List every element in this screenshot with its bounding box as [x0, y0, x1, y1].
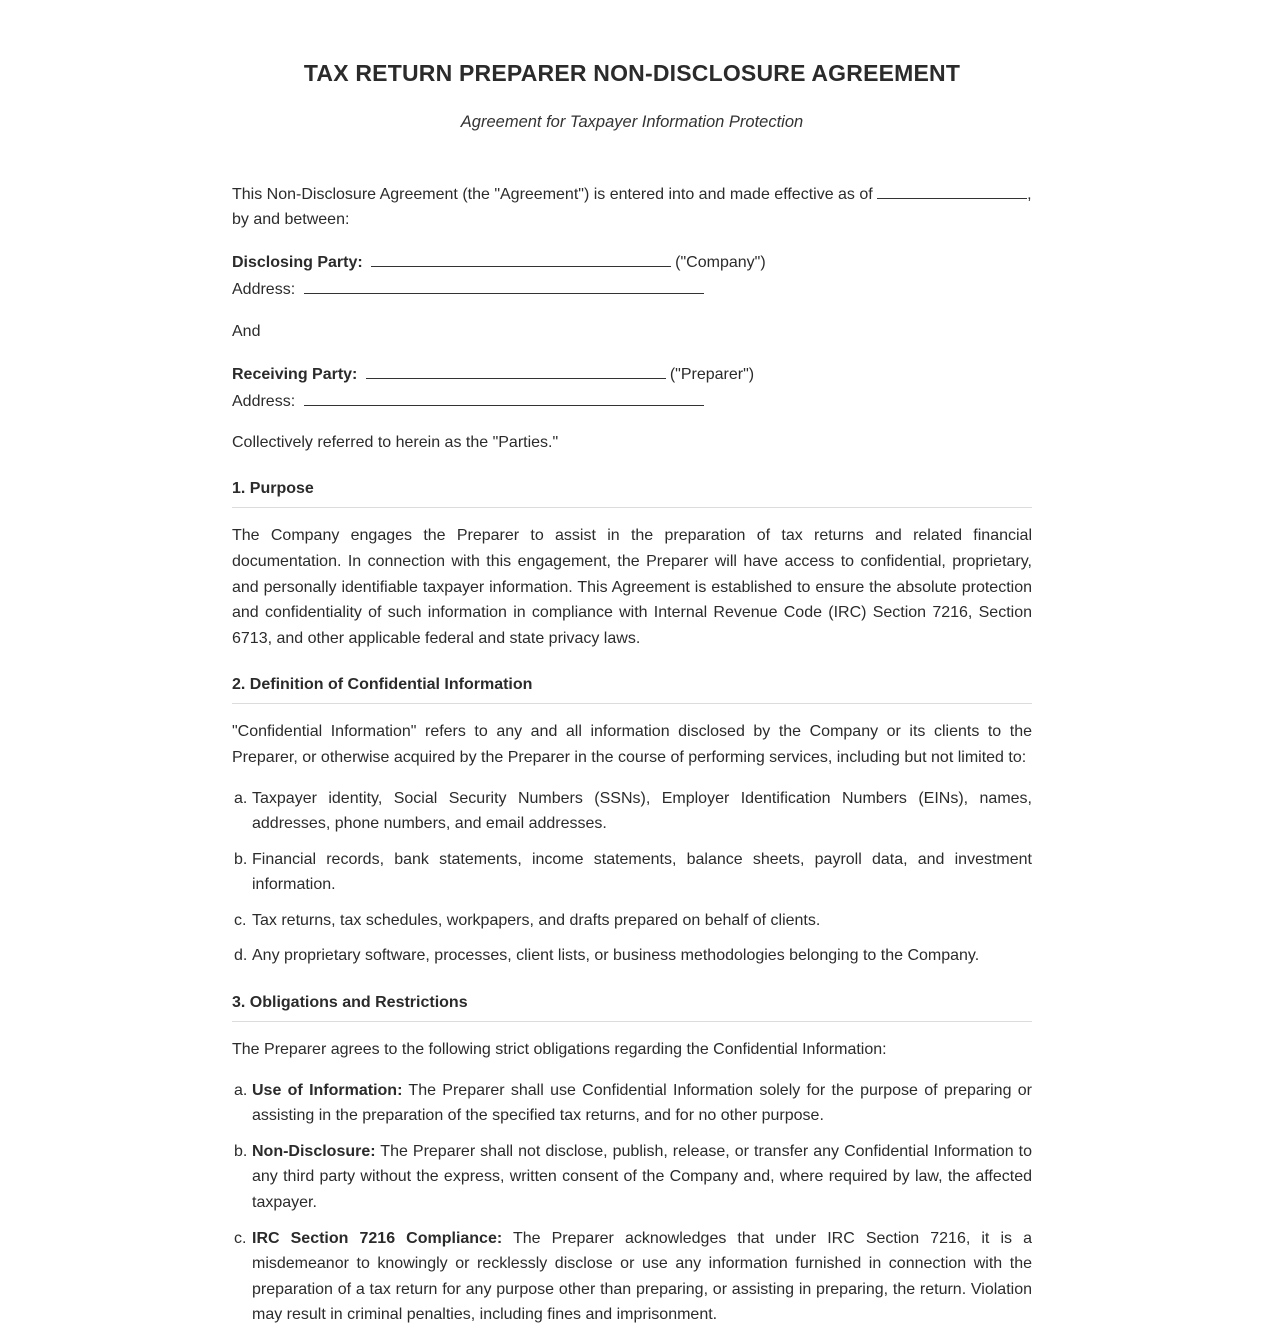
section-body: The Preparer agrees to the following strict obligations regarding the Confidential Information: — [232, 1041, 887, 1059]
receiving-address-field[interactable] — [304, 387, 704, 406]
list-item — [232, 1226, 1032, 1328]
effective-date-field[interactable] — [877, 180, 1027, 199]
section-purpose — [232, 480, 1032, 651]
disclosing-party-name-field[interactable] — [371, 248, 671, 267]
list-marker: a. — [234, 789, 248, 807]
disclosing-party-block — [232, 248, 1032, 303]
definition-list — [232, 786, 1032, 970]
section-heading: 3. Obligations and Restrictions — [232, 994, 1032, 1022]
list-marker: c. — [234, 911, 247, 929]
list-item — [232, 1139, 1032, 1216]
intro-tail: by and between: — [232, 211, 350, 229]
receiving-address-label: Address: — [232, 393, 296, 411]
list-marker: a. — [234, 1081, 248, 1099]
disclosing-address-field[interactable] — [304, 275, 704, 294]
list-item-text: The Preparer acknowledges that under IRC Section 7216, it is a misdemeanor to knowingly or recklessly disclose or use any information furnished in connection with the preparation of a tax return for any purpose other than preparing, or assisting in preparing, the return. Violation may result in criminal penalties, including fines and imprisonment. — [252, 1229, 1032, 1324]
intro-comma: , — [1027, 185, 1032, 203]
obligations-list — [232, 1078, 1032, 1328]
list-marker: b. — [234, 1142, 248, 1160]
list-item-text: Taxpayer identity, Social Security Numbers (SSNs), Employer Identification Numbers (EINs), names, addresses, phone numbers, and email addresses. — [252, 789, 1032, 833]
section-definition — [232, 676, 1032, 969]
list-item-term: IRC Section 7216 Compliance: — [252, 1229, 503, 1247]
section-body: "Confidential Information" refers to any and all information disclosed by the Company or its clients to the Preparer, or otherwise acquired by the Preparer in the course of performing services, including but not limited to: — [232, 723, 1032, 766]
disclosing-party-label: Disclosing Party: — [232, 253, 363, 271]
list-item-text: Any proprietary software, processes, client lists, or business methodologies belonging to the Company. — [252, 947, 980, 965]
list-item — [232, 908, 1032, 934]
list-item-text: The Preparer shall use Confidential Information solely for the purpose of preparing or assisting in the preparation of the specified tax returns, and for no other purpose. — [252, 1081, 1033, 1125]
list-item-text: Financial records, bank statements, income statements, balance sheets, payroll data, and investment information. — [252, 850, 1032, 894]
receiving-party-suffix: ("Preparer") — [669, 365, 755, 383]
disclosing-party-suffix: ("Company") — [675, 253, 766, 271]
list-item — [232, 1078, 1032, 1129]
list-item-text: The Preparer shall not disclose, publish, release, or transfer any Confidential Information to any third party without the express, written consent of the Company and, where required by law, the affected taxpayer. — [252, 1142, 1032, 1212]
section-heading: 2. Definition of Confidential Information — [232, 676, 1032, 704]
collective-text: Collectively referred to herein as the "Parties." — [232, 433, 559, 451]
section-obligations — [232, 994, 1032, 1328]
disclosing-address-label: Address: — [232, 281, 296, 299]
and-text: And — [232, 322, 261, 340]
list-item-text: Tax returns, tax schedules, workpapers, and drafts prepared on behalf of clients. — [252, 911, 821, 929]
intro-text: This Non-Disclosure Agreement (the "Agreement") is entered into and made effective as of — [232, 185, 873, 203]
section-body: The Company engages the Preparer to assist in the preparation of tax returns and related financial documentation. In connection with this engagement, the Preparer will have access to confidential, proprietary, and personally identifiable taxpayer information. This Agreement is established to ensure the absolute protection and confidentiality of such information in compliance with Internal Revenue Code (IRC) Section 7216, Section 6713, and other applicable federal and state privacy laws. — [232, 527, 1032, 647]
list-item — [232, 847, 1032, 898]
list-marker: c. — [234, 1229, 247, 1247]
list-item-term: Use of Information: — [252, 1081, 403, 1099]
list-item — [232, 943, 1032, 969]
list-item — [232, 786, 1032, 837]
document-page — [232, 0, 1032, 1328]
section-heading: 1. Purpose — [232, 480, 1032, 508]
list-item-term: Non-Disclosure: — [252, 1142, 376, 1160]
list-marker: b. — [234, 850, 248, 868]
receiving-party-label: Receiving Party: — [232, 365, 358, 383]
receiving-party-name-field[interactable] — [366, 360, 666, 379]
document-subtitle: Agreement for Taxpayer Information Protection — [460, 113, 804, 131]
document-title: TAX RETURN PREPARER NON-DISCLOSURE AGREEMENT — [303, 60, 961, 86]
receiving-party-block — [232, 360, 1032, 415]
list-marker: d. — [234, 947, 248, 965]
intro-paragraph — [232, 180, 1032, 233]
